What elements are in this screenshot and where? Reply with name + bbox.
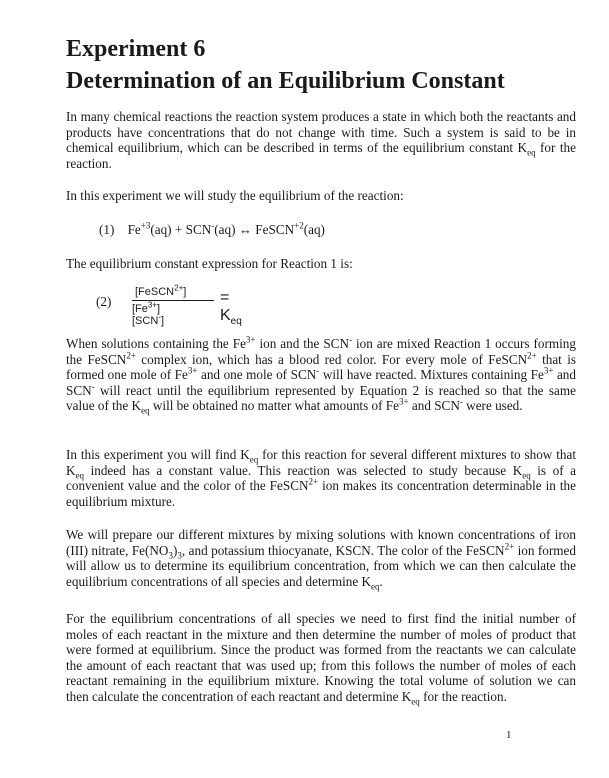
fraction-bar	[132, 300, 214, 301]
reaction-intro-paragraph: In this experiment we will study the equilibrium of the reaction:	[66, 188, 404, 203]
equation-label: (2)	[96, 294, 112, 309]
paragraph-calculation-method: For the equilibrium concentrations of all species we need to first find the initial number of moles of each reactant in the mixture and then determine the number of moles of product that were formed at equilibrium. Since the product was formed from the reactants we can calculate the amount of each reactant that was used up; from this follows the number of moles of each reactant remaining in the equilibrium mixture. Knowing the total volume of solution we can then calculate the concentration of each reactant and determine $K_{eq}$ for the reaction.	[66, 611, 576, 707]
experiment-number-title: Experiment 6	[66, 36, 206, 62]
page-number: 1	[506, 729, 512, 741]
equilibrium-constant: = $K_{eq}$	[220, 289, 242, 328]
experiment-title: Determination of an Equilibrium Constant	[66, 68, 505, 94]
expression-intro-paragraph: The equilibrium constant expression for Reaction 1 is:	[66, 256, 353, 271]
fraction-denominator: $[Fe^{3+}][SCN^-]$	[132, 300, 165, 327]
paragraph-find-keq: In this experiment you will find $K_{eq}$ for this reaction for several different mixtures to show that $K_{eq}$ indeed has a constant value. This reaction was selected to study because $K_{eq}$ is of a convenient value and the color of the FeSCN$^{2+}$ ion makes its concentration determinable in the equilibrium mixture.	[66, 447, 576, 509]
fraction-numerator: [FeSCN$^{2+}$]	[135, 283, 187, 298]
paragraph-prepare-mixtures: We will prepare our different mixtures by mixing solutions with known concentrations of iron (III) nitrate, $Fe(NO_3)_3$, and potassium thiocyanate, KSCN. The color of the FeSCN$^{2+}$ ion formed will allow us to determine its equilibrium concentration, from which we can then calculate the equilibrium concentrations of all species and determine $K_{eq}$.	[66, 527, 577, 592]
paragraph-mixing: When solutions containing the $Fe^{3+}$ ion and the SCN- ion are mixed Reaction 1 occurs forming the FeSCN$^{2+}$ complex ion, which has a blood red color. For every mole of FeSCN$^{2+}$ that is formed one mole of $Fe^{3+}$ and one mole of SCN- will have reacted. Mixtures containing $Fe^{3+}$ and SCN- will react until the equilibrium represented by Equation 2 is reached so that the same value of the $K_{eq}$ will be obtained no matter what amounts of $Fe^{3+}$ and SCN- were used.	[66, 334, 576, 417]
reaction-equation-1: (1) $Fe^{+3}(aq) + SCN^-(aq)$ ↔ FeSCN$^{+2}$(aq)	[99, 220, 325, 237]
intro-paragraph: In many chemical reactions the reaction system produces a state in which both the reactants and products have concentrations that do not change with time. Such a system is said to be in chemical equilibrium, which can be described in terms of the equilibrium constant $K_{eq}$ for the reaction.	[66, 109, 576, 171]
